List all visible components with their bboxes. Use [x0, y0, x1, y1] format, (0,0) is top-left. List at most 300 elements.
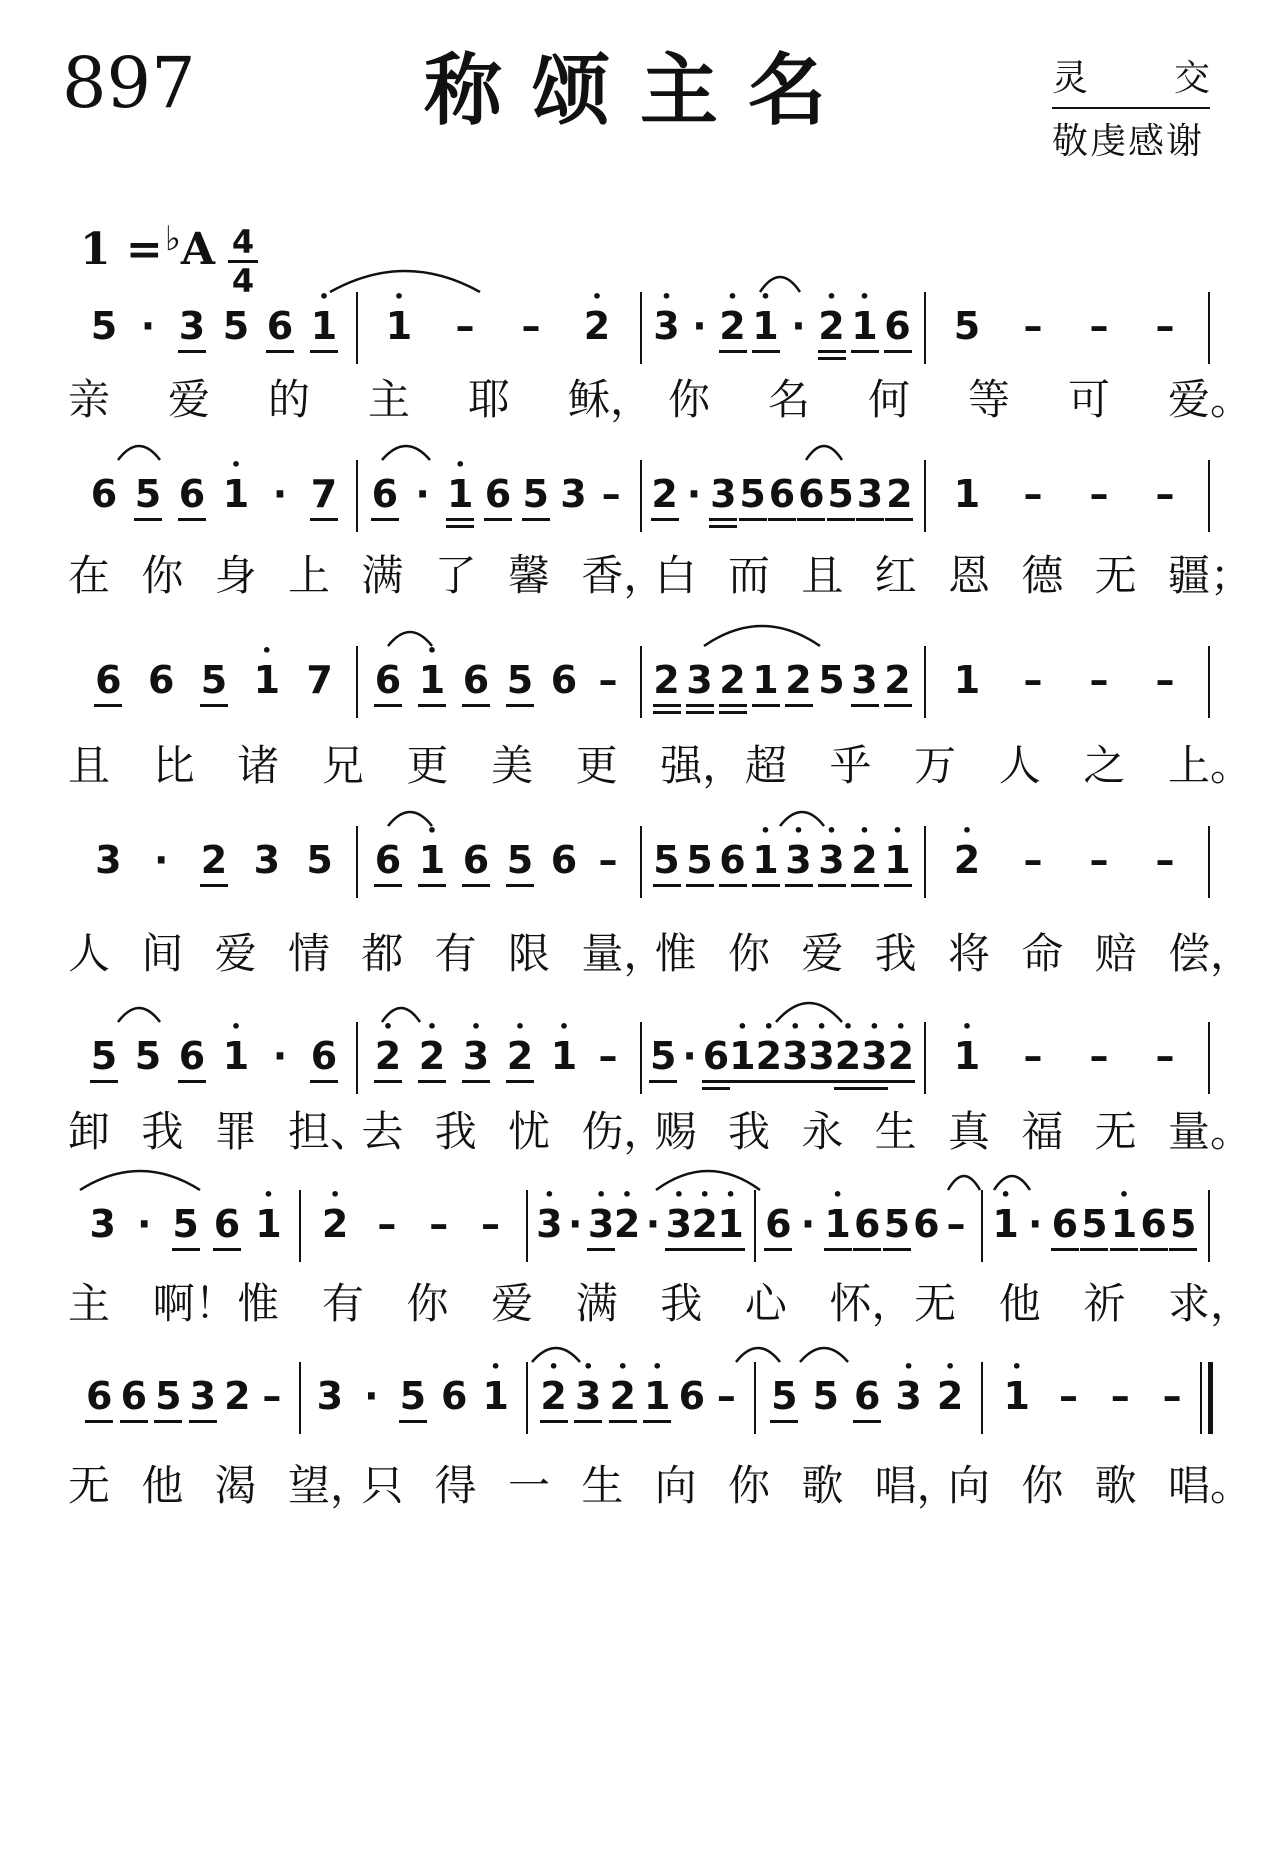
lyric-syllable: 的 — [268, 375, 311, 424]
lyric-syllable: 望， — [288, 1461, 373, 1510]
jianpu-note: 5 — [306, 838, 333, 882]
dot-augmentation: · — [272, 1034, 288, 1078]
lyric-syllable: 祈 — [1083, 1279, 1126, 1328]
barline — [640, 1022, 642, 1094]
dash-extension: – — [601, 472, 621, 516]
underline-beam-double — [719, 711, 747, 714]
underline-beam — [653, 884, 681, 887]
jianpu-note: 1 — [992, 1202, 1019, 1246]
lyric-syllable: 福 — [1021, 1107, 1064, 1156]
underline-beam — [266, 350, 294, 353]
lyric-syllable: 担、 — [288, 1107, 373, 1156]
jianpu-note: 7 — [306, 658, 333, 702]
lyric-syllable: 更 — [575, 741, 618, 790]
jianpu-note: 1 — [418, 838, 446, 882]
underline-beam — [665, 1248, 693, 1251]
music-system — [72, 1357, 1218, 1442]
jianpu-note: 1 — [953, 472, 981, 516]
underline-beam — [178, 518, 206, 521]
underline-beam — [1169, 1248, 1197, 1251]
octave-dot-above: • — [318, 287, 330, 306]
jianpu-note: 2 — [583, 304, 611, 348]
lyric-syllable: 爱。 — [1168, 375, 1253, 424]
lyric-syllable: 主 — [68, 1279, 111, 1328]
dash-extension: – — [598, 658, 618, 702]
underline-beam — [540, 1420, 568, 1423]
jianpu-note: 3 — [665, 1202, 693, 1246]
underline-beam — [371, 518, 399, 521]
time-signature-top: 4 — [231, 223, 255, 261]
jianpu-note: 2 — [224, 1374, 251, 1418]
lyricist-char-2: 交 — [1173, 58, 1210, 99]
jianpu-note: 2 — [818, 304, 845, 348]
jianpu-note: 6 — [266, 304, 294, 348]
lyric-syllable: 赔 — [1094, 929, 1137, 978]
dash-extension: – — [1089, 838, 1109, 882]
underline-beam — [860, 1080, 888, 1083]
underline-beam — [651, 518, 679, 521]
underline-beam — [172, 1248, 200, 1251]
underline-beam — [884, 884, 912, 887]
jianpu-note: 5 — [1169, 1202, 1197, 1246]
dash-extension: – — [1155, 1034, 1175, 1078]
octave-dot-above: • — [382, 1017, 394, 1036]
slur-arc — [330, 271, 480, 292]
lyric-syllable: 啊！ — [152, 1279, 237, 1328]
jianpu-note: 1 — [418, 658, 446, 702]
jianpu-note: 1 — [385, 304, 413, 348]
underline-beam — [883, 1248, 911, 1251]
underline-beam — [213, 1248, 241, 1251]
lyric-syllable: 万 — [914, 741, 957, 790]
dash-extension: – — [1155, 304, 1175, 348]
lyric-syllable: 我 — [434, 1107, 477, 1156]
jianpu-note: 6 — [147, 658, 175, 702]
jianpu-note: 2 — [719, 304, 746, 348]
underline-beam — [462, 1080, 490, 1083]
lyric-syllable: 可 — [1068, 375, 1111, 424]
lyric-syllable: 且 — [801, 551, 844, 600]
lyric-syllable: 怀， — [829, 1279, 914, 1328]
jianpu-note: 5 — [134, 1034, 162, 1078]
underline-beam — [702, 1080, 730, 1083]
jianpu-note: 6 — [374, 658, 402, 702]
dash-extension: – — [1089, 304, 1109, 348]
barline — [754, 1362, 756, 1434]
lyric-syllable: 美 — [491, 741, 534, 790]
dash-extension: – — [1162, 1374, 1182, 1418]
slur-arc — [806, 446, 842, 460]
dot-augmentation: · — [645, 1202, 661, 1246]
underline-beam — [418, 1080, 446, 1083]
lyric-syllable: 生 — [581, 1461, 624, 1510]
dash-extension: – — [1059, 1374, 1078, 1418]
octave-dot-above: • — [869, 1017, 880, 1036]
underline-beam — [797, 518, 825, 521]
jianpu-note: 2 — [953, 838, 981, 882]
jianpu-note: 2 — [834, 1034, 862, 1078]
lyric-syllable: 爱 — [214, 929, 257, 978]
jianpu-note: 6 — [120, 1374, 148, 1418]
barline — [1208, 826, 1210, 898]
jianpu-note: 3 — [536, 1202, 563, 1246]
jianpu-note: 6 — [178, 472, 206, 516]
underline-beam — [446, 518, 474, 521]
dot-augmentation: · — [568, 1202, 583, 1246]
dash-extension: – — [262, 1374, 282, 1418]
slur-arc — [388, 632, 432, 646]
lyric-syllable: 伤， — [581, 1107, 666, 1156]
underline-beam — [1110, 1248, 1138, 1251]
jianpu-note: 1 — [222, 1034, 250, 1078]
underline-beam — [719, 704, 747, 707]
jianpu-note: 3 — [253, 838, 281, 882]
slur-arc — [736, 1348, 780, 1362]
underline-beam-double — [860, 1087, 888, 1090]
octave-dot-above: • — [490, 1357, 501, 1376]
barline — [640, 460, 642, 532]
underline-beam — [719, 884, 747, 887]
barline — [924, 646, 926, 718]
lyric-syllable: 有 — [434, 929, 477, 978]
underline-beam — [506, 704, 534, 707]
dash-extension: – — [455, 304, 475, 348]
underline-beam — [310, 1080, 338, 1083]
octave-dot-above: • — [455, 455, 466, 474]
lyric-line — [68, 1104, 1253, 1164]
octave-dot-above: • — [826, 287, 837, 306]
lyric-syllable: 去 — [361, 1107, 404, 1156]
octave-dot-above: • — [903, 1357, 914, 1376]
lyric-syllable: 赐 — [654, 1107, 697, 1156]
dot-augmentation: · — [140, 304, 156, 348]
underline-beam — [484, 518, 512, 521]
dot-augmentation: · — [415, 472, 430, 516]
underline-beam-double — [686, 711, 714, 714]
lyric-line — [68, 548, 1253, 608]
jianpu-note: 6 — [550, 838, 578, 882]
dash-extension: – — [481, 1202, 500, 1246]
dot-augmentation: · — [800, 1202, 816, 1246]
lyric-syllable: 一 — [508, 1461, 551, 1510]
underline-beam — [506, 884, 534, 887]
underline-beam — [374, 704, 402, 707]
underline-beam — [885, 518, 913, 521]
underline-beam — [752, 884, 780, 887]
jianpu-note: 6 — [1051, 1202, 1079, 1246]
dash-extension: – — [1155, 658, 1175, 702]
lyric-syllable: 唱， — [874, 1461, 959, 1510]
octave-dot-above: • — [544, 1185, 555, 1204]
barline — [1208, 1190, 1210, 1262]
lyric-syllable: 上 — [288, 551, 331, 600]
jianpu-note: 5 — [399, 1374, 427, 1418]
jianpu-note: 5 — [522, 472, 549, 516]
jianpu-note: 2 — [936, 1374, 964, 1418]
octave-dot-above: • — [737, 1017, 748, 1036]
lyric-syllable: 强， — [660, 741, 745, 790]
jianpu-note: 5 — [953, 304, 981, 348]
jianpu-note: 6 — [462, 658, 490, 702]
underline-beam — [851, 884, 879, 887]
jianpu-note: 1 — [310, 304, 338, 348]
slur-arc — [800, 1348, 848, 1362]
octave-dot-above: • — [514, 1017, 526, 1036]
lyric-syllable: 求， — [1168, 1279, 1253, 1328]
lyricist-char-1: 灵 — [1052, 58, 1089, 99]
jianpu-note: 6 — [678, 1374, 706, 1418]
jianpu-note: 3 — [686, 658, 713, 702]
underline-beam — [752, 704, 780, 707]
octave-dot-above: • — [725, 1185, 736, 1204]
final-barline — [1208, 1362, 1213, 1434]
barline — [1208, 292, 1210, 364]
lyric-syllable: 无 — [914, 1279, 957, 1328]
octave-dot-above: • — [842, 1017, 854, 1036]
lyric-syllable: 罪 — [214, 1107, 257, 1156]
underline-beam — [462, 704, 490, 707]
jianpu-note: 6 — [441, 1374, 468, 1418]
barline — [924, 1022, 926, 1094]
composer-note: 敬虔感谢 — [1052, 121, 1205, 162]
underline-beam — [824, 1248, 852, 1251]
underline-beam — [399, 1420, 427, 1423]
lyric-syllable: 我 — [728, 1107, 771, 1156]
dot-augmentation: · — [153, 838, 169, 882]
lyric-syllable: 惟 — [237, 1279, 280, 1328]
lyric-syllable: 偿， — [1168, 929, 1253, 978]
underline-beam — [887, 1080, 915, 1083]
octave-dot-above: • — [329, 1185, 341, 1204]
dot-augmentation: · — [272, 472, 288, 516]
jianpu-note: 5 — [883, 1202, 911, 1246]
lyric-line — [68, 372, 1253, 432]
jianpu-note: 5 — [506, 658, 534, 702]
underline-beam — [1051, 1248, 1079, 1251]
lyric-syllable: 上。 — [1168, 741, 1253, 790]
dot-augmentation: · — [364, 1374, 379, 1418]
jianpu-note: 6 — [484, 472, 512, 516]
barline — [981, 1362, 983, 1434]
slur-arc — [388, 812, 432, 826]
lyric-syllable: 有 — [321, 1279, 364, 1328]
slur-arc — [704, 626, 820, 646]
lyric-syllable: 超 — [744, 741, 787, 790]
lyric-syllable: 他 — [998, 1279, 1041, 1328]
jianpu-note: 5 — [506, 838, 534, 882]
jianpu-note: 2 — [321, 1202, 349, 1246]
jianpu-note: 6 — [95, 658, 122, 702]
lyric-syllable: 无 — [1094, 1107, 1137, 1156]
lyric-syllable: 身 — [214, 551, 257, 600]
jianpu-note: 5 — [653, 838, 680, 882]
music-system — [72, 287, 1218, 372]
octave-dot-above: • — [661, 287, 672, 306]
jianpu-note: 6 — [798, 472, 825, 516]
jianpu-note: 3 — [851, 658, 878, 702]
lyric-syllable: 恩 — [948, 551, 991, 600]
underline-beam — [374, 884, 402, 887]
barline — [299, 1190, 301, 1262]
jianpu-note: 2 — [418, 1034, 446, 1078]
dash-extension: – — [1023, 304, 1043, 348]
jianpu-note: 2 — [851, 838, 878, 882]
lyric-syllable: 卸 — [68, 1107, 111, 1156]
octave-dot-above: • — [230, 1017, 242, 1036]
octave-dot-above: • — [617, 1357, 628, 1376]
lyric-syllable: 情 — [288, 929, 331, 978]
octave-dot-above: • — [470, 1017, 482, 1036]
jianpu-note: 2 — [651, 472, 678, 516]
jianpu-note: 1 — [752, 658, 779, 702]
lyric-syllable: 命 — [1021, 929, 1064, 978]
lyric-syllable: 红 — [874, 551, 917, 600]
lyric-syllable: 而 — [728, 551, 771, 600]
octave-dot-above: • — [583, 1357, 594, 1376]
dot-augmentation: · — [136, 1202, 152, 1246]
lyric-syllable: 且 — [68, 741, 111, 790]
octave-dot-above: • — [263, 1185, 274, 1204]
underline-beam — [200, 704, 228, 707]
jianpu-note: 1 — [253, 658, 281, 702]
octave-dot-above: • — [558, 1017, 570, 1036]
underline-beam — [827, 518, 855, 521]
lyric-syllable: 你 — [668, 375, 711, 424]
lyric-syllable: 疆； — [1168, 551, 1253, 600]
barline — [526, 1362, 528, 1434]
underline-beam — [834, 1080, 862, 1083]
jianpu-note: 2 — [719, 658, 746, 702]
lyric-syllable: 量。 — [1168, 1107, 1253, 1156]
lyric-syllable: 稣， — [568, 375, 653, 424]
octave-dot-above: • — [760, 821, 771, 840]
lyric-syllable: 唱。 — [1168, 1461, 1253, 1510]
octave-dot-above: • — [1000, 1185, 1011, 1204]
underline-beam — [1080, 1248, 1108, 1251]
jianpu-note: 6 — [213, 1202, 241, 1246]
barline — [981, 1190, 983, 1262]
underline-beam — [374, 1080, 402, 1083]
lyric-syllable: 生 — [874, 1107, 917, 1156]
lyric-syllable: 德 — [1021, 551, 1064, 600]
jianpu-note: 6 — [853, 1374, 881, 1418]
underline-beam — [851, 704, 879, 707]
lyric-syllable: 在 — [68, 551, 111, 600]
jianpu-note: 1 — [222, 472, 250, 516]
jianpu-note: 7 — [310, 472, 338, 516]
jianpu-note: 6 — [371, 472, 399, 516]
jianpu-note: 3 — [818, 838, 845, 882]
lyric-syllable: 亲 — [68, 375, 111, 424]
jianpu-note: 6 — [719, 838, 746, 882]
underline-beam — [178, 1080, 206, 1083]
jianpu-note: 1 — [752, 838, 779, 882]
octave-dot-above: • — [652, 1357, 663, 1376]
lyric-syllable: 兄 — [321, 741, 364, 790]
octave-dot-above: • — [1118, 1185, 1130, 1204]
jianpu-note: 3 — [710, 472, 737, 516]
dash-extension: – — [1023, 838, 1043, 882]
lyric-syllable: 无 — [68, 1461, 111, 1510]
key-letter: A — [180, 224, 215, 275]
octave-dot-above: • — [859, 821, 870, 840]
jianpu-note: 6 — [86, 1374, 113, 1418]
barline — [356, 646, 358, 718]
underline-beam — [728, 1080, 756, 1083]
octave-dot-above: • — [944, 1357, 956, 1376]
dot-augmentation: · — [1027, 1202, 1043, 1246]
lyric-syllable: 你 — [406, 1279, 449, 1328]
jianpu-note: 5 — [827, 472, 854, 516]
lyric-syllable: 间 — [141, 929, 184, 978]
lyric-syllable: 主 — [368, 375, 411, 424]
barline — [640, 826, 642, 898]
jianpu-note: 3 — [95, 838, 122, 882]
jianpu-note: 1 — [729, 1034, 756, 1078]
lyric-syllable: 比 — [152, 741, 195, 790]
lyric-syllable: 只 — [361, 1461, 404, 1510]
jianpu-note: 3 — [785, 838, 812, 882]
lyric-line — [68, 1458, 1253, 1518]
dash-extension: – — [1089, 658, 1109, 702]
underline-beam — [522, 518, 550, 521]
barline — [924, 826, 926, 898]
lyric-syllable: 永 — [801, 1107, 844, 1156]
lyric-line — [68, 1276, 1253, 1336]
time-signature-bottom: 4 — [231, 262, 255, 300]
underline-beam — [462, 884, 490, 887]
barline — [1208, 460, 1210, 532]
octave-dot-above: • — [760, 287, 771, 306]
barline — [356, 292, 358, 364]
jianpu-note: 5 — [649, 1034, 677, 1078]
lyric-syllable: 渴 — [214, 1461, 257, 1510]
lyric-syllable: 我 — [660, 1279, 703, 1328]
lyric-line — [68, 926, 1253, 986]
jianpu-note: 3 — [189, 1374, 217, 1418]
barline — [924, 292, 926, 364]
jianpu-note: 1 — [255, 1202, 282, 1246]
dash-extension: – — [1023, 658, 1043, 702]
jianpu-note: 1 — [447, 472, 474, 516]
underline-beam — [686, 704, 714, 707]
barline — [640, 292, 642, 364]
jianpu-note: 3 — [462, 1034, 490, 1078]
jianpu-note: 3 — [861, 1034, 888, 1078]
underline-beam — [781, 1080, 809, 1083]
underline-beam-double — [653, 711, 681, 714]
jianpu-note: 1 — [644, 1374, 671, 1418]
dash-extension: – — [1023, 1034, 1043, 1078]
underline-beam — [574, 1420, 602, 1423]
dash-extension: – — [598, 1034, 618, 1078]
octave-dot-above: • — [1011, 1357, 1022, 1376]
octave-dot-above: • — [699, 1185, 710, 1204]
lyric-syllable: 歌 — [1094, 1461, 1137, 1510]
underline-beam — [770, 1420, 798, 1423]
key-prefix: 1 = — [80, 224, 163, 275]
dash-extension: – — [946, 1202, 966, 1246]
lyric-syllable: 白 — [654, 551, 697, 600]
jianpu-note: 5 — [222, 304, 250, 348]
octave-dot-above: • — [895, 1017, 906, 1036]
jianpu-note: 6 — [462, 838, 490, 882]
lyric-syllable: 名 — [768, 375, 811, 424]
jianpu-note: 5 — [739, 472, 766, 516]
underline-beam — [785, 704, 813, 707]
jianpu-note: 2 — [785, 658, 812, 702]
underline-beam — [94, 704, 122, 707]
